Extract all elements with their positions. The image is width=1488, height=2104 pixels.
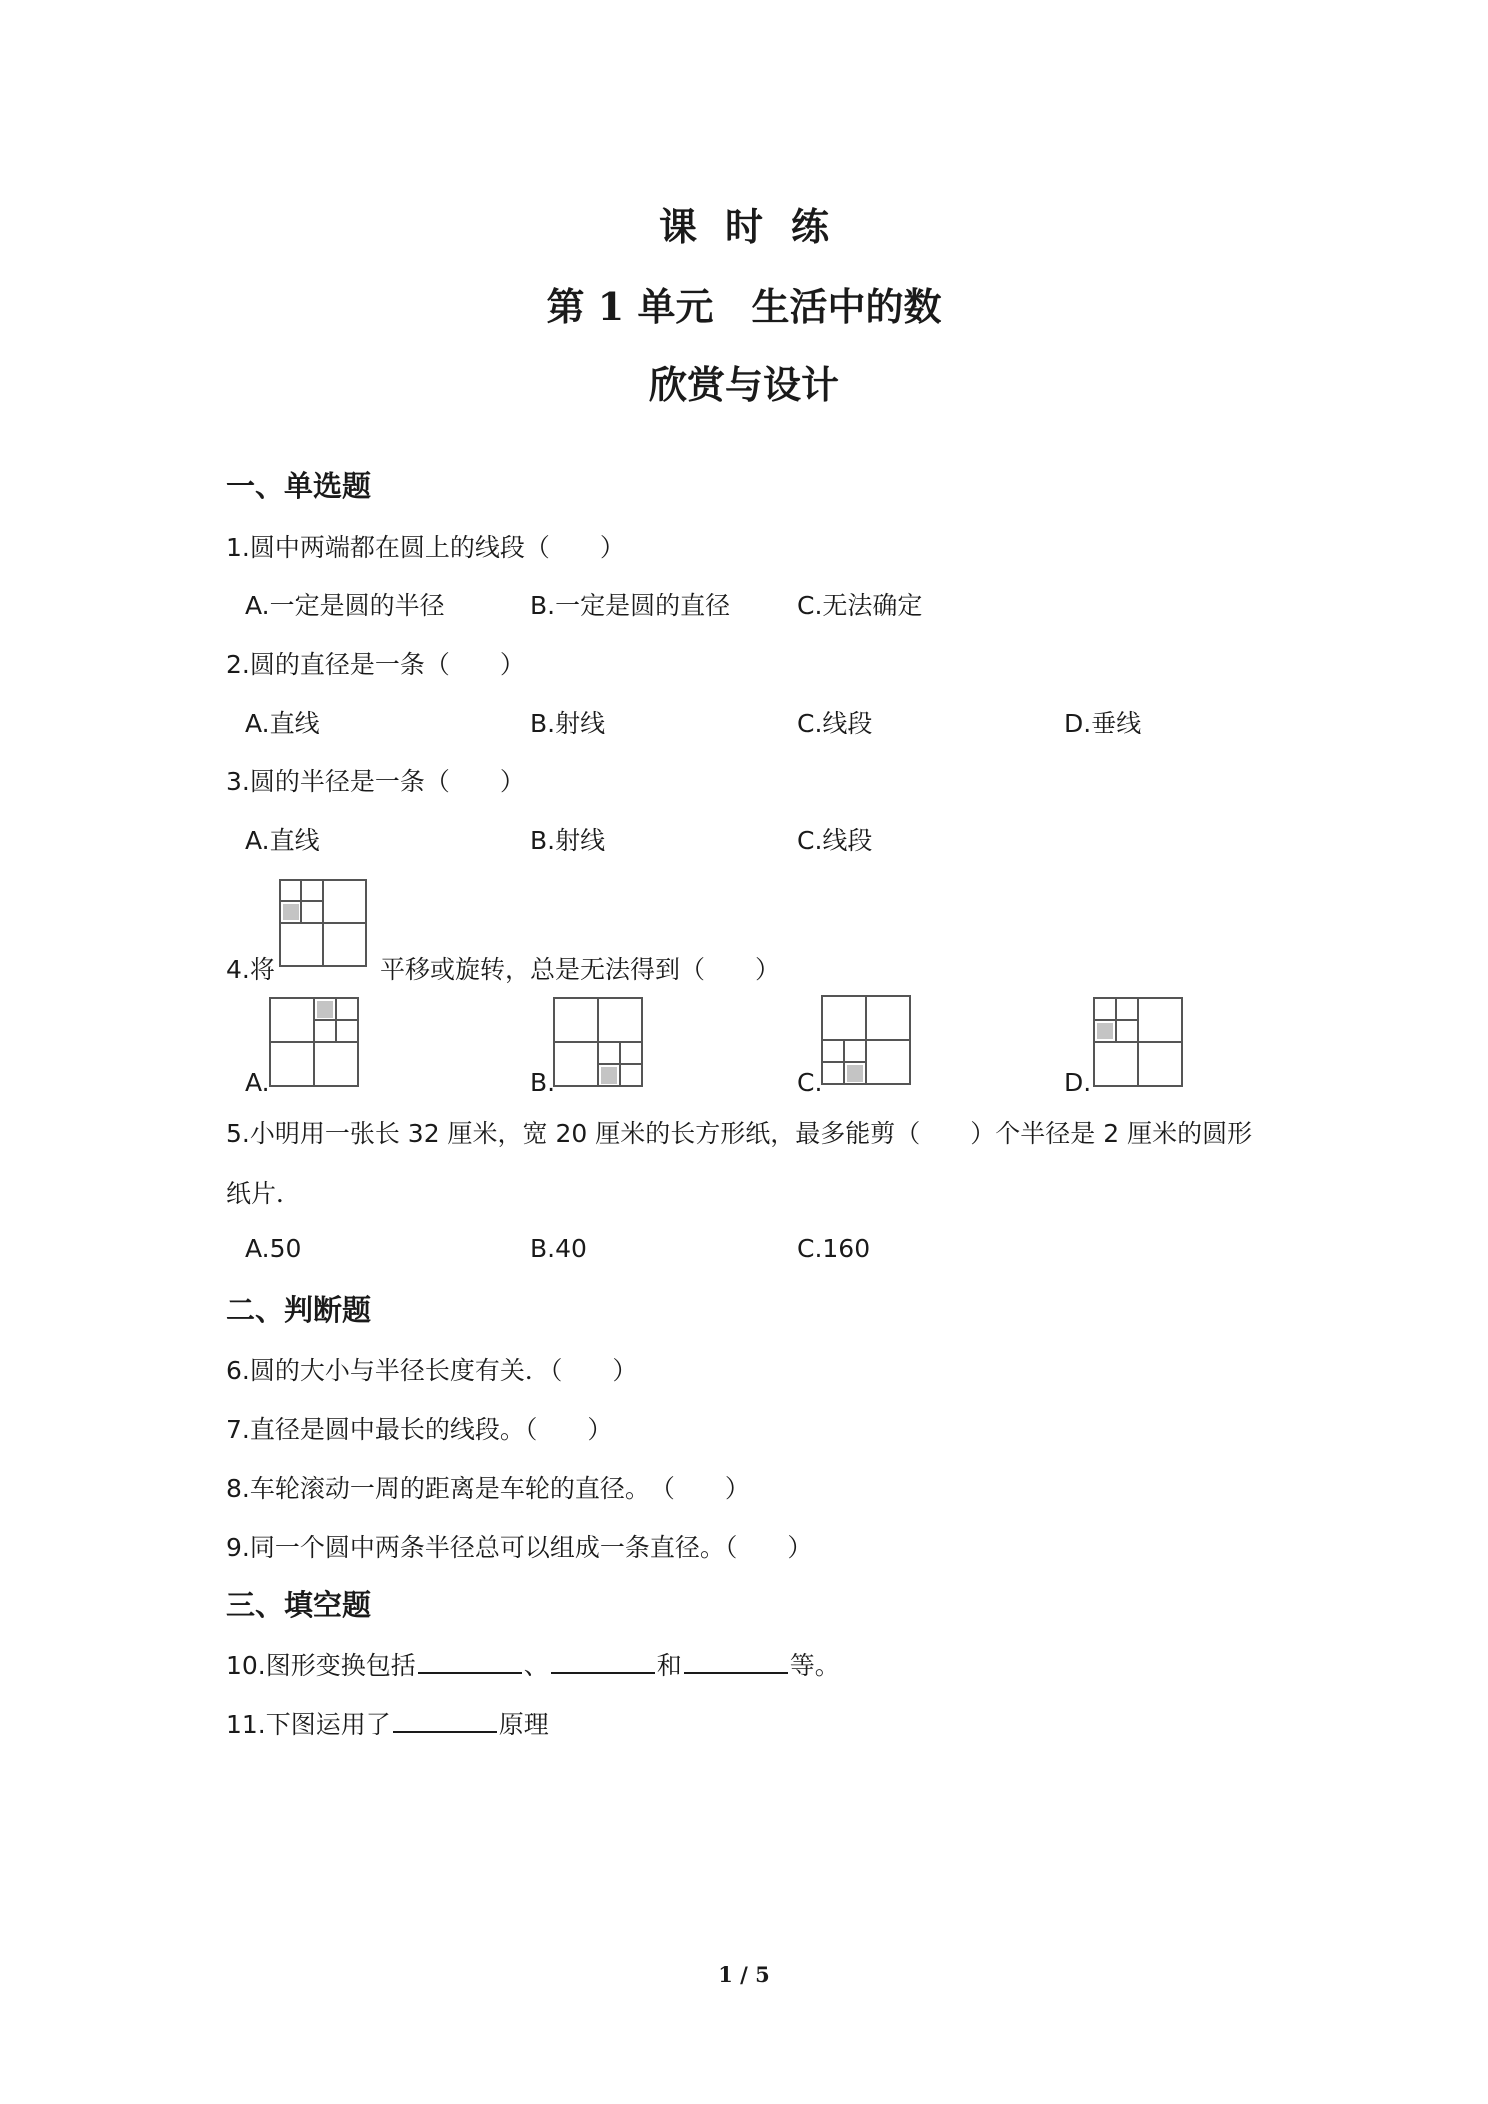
question-4-text: 平移或旋转，总是无法得到（ ） (380, 955, 781, 984)
q5-option-a[interactable]: A.50 (245, 1234, 302, 1263)
q4-option-a[interactable]: A. (245, 1068, 270, 1097)
question-7: 7.直径是圆中最长的线段。（ ） (226, 1415, 613, 1444)
question-10-prefix: 10.图形变换包括 (226, 1651, 416, 1680)
question-3: 3.圆的半径是一条（ ） (226, 767, 525, 796)
question-10 (226, 1646, 840, 1682)
question-10-sep1: 、 (523, 1651, 549, 1680)
q1-option-c[interactable]: C.无法确定 (797, 591, 923, 620)
question-6: 6.圆的大小与半径长度有关．（ ） (226, 1356, 638, 1385)
question-11 (226, 1705, 549, 1741)
question-9: 9.同一个圆中两条半径总可以组成一条直径。（ ） (226, 1533, 813, 1562)
question-10-suffix: 等。 (789, 1651, 840, 1680)
q4-option-d-figure[interactable] (1092, 996, 1184, 1088)
q2-option-d[interactable]: D.垂线 (1064, 709, 1142, 738)
question-11-prefix: 11.下图运用了 (226, 1710, 391, 1739)
q4-option-c-figure[interactable] (820, 994, 912, 1086)
question-1: 1.圆中两端都在圆上的线段（ ） (226, 533, 625, 562)
q10-blank-2[interactable] (551, 1648, 655, 1674)
question-8: 8.车轮滚动一周的距离是车轮的直径。 （ ） (226, 1474, 750, 1503)
q2-option-b[interactable]: B.射线 (530, 709, 606, 738)
q2-option-c[interactable]: C.线段 (797, 709, 873, 738)
section-true-false: 二、判断题 (226, 1293, 372, 1327)
question-4-prefix: 4.将 (226, 955, 275, 984)
q5-option-b[interactable]: B.40 (530, 1234, 587, 1263)
q4-option-d[interactable]: D. (1064, 1068, 1092, 1097)
unit-title: 第 1 单元 生活中的数 (546, 284, 942, 329)
q4-option-c[interactable]: C. (797, 1068, 823, 1097)
q4-option-a-figure[interactable] (268, 996, 360, 1088)
question-2: 2.圆的直径是一条（ ） (226, 650, 525, 679)
question-5-line1: 5.小明用一张长 32 厘米，宽 20 厘米的长方形纸，最多能剪（ ）个半径是 2 厘米的圆形 (226, 1119, 1253, 1148)
q3-option-a[interactable]: A.直线 (245, 826, 320, 855)
q2-option-a[interactable]: A.直线 (245, 709, 320, 738)
question-10-sep2: 和 (656, 1651, 682, 1680)
page-number: 1 / 5 (718, 1962, 770, 1987)
q10-blank-1[interactable] (418, 1648, 522, 1674)
q3-option-c[interactable]: C.线段 (797, 826, 873, 855)
question-5-line2: 纸片． (226, 1179, 302, 1208)
q10-blank-3[interactable] (684, 1648, 788, 1674)
page-title: 课时练 (658, 204, 857, 249)
section-fill-blank: 三、填空题 (226, 1588, 372, 1622)
q4-option-b-figure[interactable] (552, 996, 644, 1088)
q5-option-c[interactable]: C.160 (797, 1234, 871, 1263)
lesson-subtitle: 欣赏与设计 (648, 362, 839, 407)
q11-blank[interactable] (393, 1707, 497, 1733)
question-11-suffix: 原理 (498, 1710, 549, 1739)
q4-option-b[interactable]: B. (530, 1068, 556, 1097)
q1-option-a[interactable]: A.一定是圆的半径 (245, 591, 445, 620)
q3-option-b[interactable]: B.射线 (530, 826, 606, 855)
q4-source-figure (278, 878, 368, 968)
section-single-choice: 一、单选题 (226, 469, 372, 503)
q1-option-b[interactable]: B.一定是圆的直径 (530, 591, 731, 620)
